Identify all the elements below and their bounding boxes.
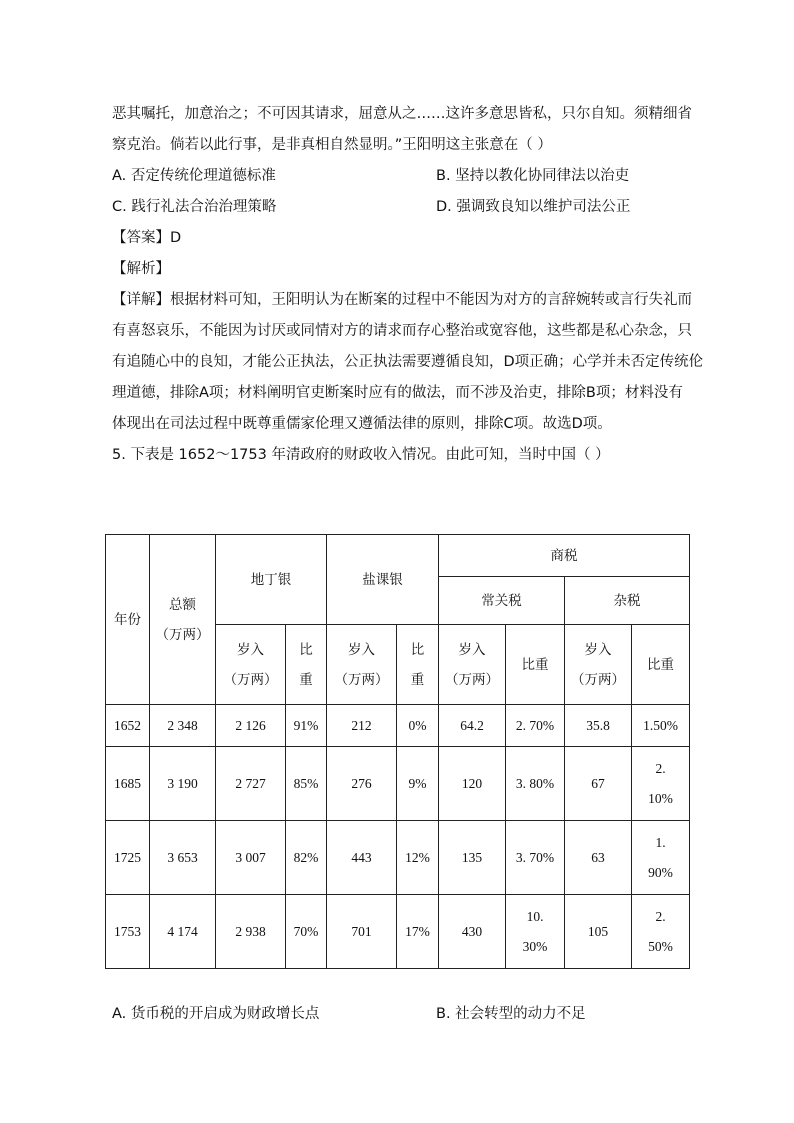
cell-misc-pct-1: 2. xyxy=(655,908,666,924)
cell-year: 1652 xyxy=(106,705,150,747)
cell-misc-pct xyxy=(632,705,690,747)
q4-option-b: B. 坚持以教化协同律法以治吏 xyxy=(436,168,630,184)
cell-changguan: 135 xyxy=(439,821,506,895)
header-salt-ratio xyxy=(397,625,439,705)
cell-land-pct: 85% xyxy=(286,747,327,821)
cell-land: 3 007 xyxy=(216,821,286,895)
q4-detail-line-1: 【详解】根据材料可知，王阳明认为在断案的过程中不能因为对方的言辞婉转或言行失礼而 xyxy=(112,292,692,308)
cell-misc-pct xyxy=(632,895,690,969)
header-land-income-unit: （万两） xyxy=(223,671,278,688)
header-changguan-tax: 常关税 xyxy=(439,577,565,625)
cell-salt: 701 xyxy=(327,895,397,969)
header-land-income xyxy=(216,625,286,705)
cell-changguan-pct-1: 3. 80% xyxy=(515,775,555,791)
header-changguan-income-unit: （万两） xyxy=(445,671,499,688)
header-changguan-income xyxy=(439,625,506,705)
cell-salt-pct: 12% xyxy=(397,821,439,895)
cell-misc: 105 xyxy=(565,895,632,969)
cell-land-pct: 82% xyxy=(286,821,327,895)
cell-changguan-pct-1: 10. xyxy=(526,908,544,924)
cell-changguan: 64.2 xyxy=(439,705,506,747)
q4-option-a: A. 否定传统伦理道德标准 xyxy=(112,168,276,184)
q5-stem: 5. 下表是 1652～1753 年清政府的财政收入情况。由此可知，当时中国（ ） xyxy=(112,447,610,463)
table-row xyxy=(106,821,690,895)
cell-changguan-pct xyxy=(506,747,565,821)
cell-year: 1685 xyxy=(106,747,150,821)
cell-land: 2 727 xyxy=(216,747,286,821)
header-misc-ratio: 比重 xyxy=(632,625,690,705)
cell-misc-pct-1: 1. xyxy=(655,834,666,850)
q4-detail-line-5: 体现出在司法过程中既尊重儒家伦理又遵循法律的原则，排除C项。故选D项。 xyxy=(112,416,612,432)
header-year: 年份 xyxy=(106,535,150,705)
header-salt-income-unit: （万两） xyxy=(334,671,389,688)
cell-salt-pct: 9% xyxy=(397,747,439,821)
cell-misc-pct-1: 2. xyxy=(655,760,666,776)
header-land-tax: 地丁银 xyxy=(216,535,327,625)
table-row xyxy=(106,705,690,747)
header-misc-income-label: 岁入 xyxy=(584,641,612,658)
cell-changguan-pct-1: 3. 70% xyxy=(515,849,555,865)
q5-option-b: B. 社会转型的动力不足 xyxy=(436,1006,586,1022)
q4-detail-line-4: 理道德，排除A项；材料阐明官吏断案时应有的做法，而不涉及治吏，排除B项；材料没有 xyxy=(112,385,683,401)
cell-land: 2 938 xyxy=(216,895,286,969)
cell-changguan-pct xyxy=(506,821,565,895)
header-changguan-ratio: 比重 xyxy=(506,625,565,705)
q4-stem-line-2: 察克治。倘若以此行事，是非真相自然显明。”王阳明这主张意在（ ） xyxy=(112,137,552,153)
cell-misc: 67 xyxy=(565,747,632,821)
header-changguan-income-label: 岁入 xyxy=(458,641,486,658)
cell-misc: 35.8 xyxy=(565,705,632,747)
table-row xyxy=(106,895,690,969)
cell-salt: 212 xyxy=(327,705,397,747)
cell-land-pct: 91% xyxy=(286,705,327,747)
cell-changguan-pct-2: 30% xyxy=(522,938,548,954)
q4-detail-line-2: 有喜怒哀乐，不能因为讨厌或同情对方的请求而存心整治或宽容他，这些都是私心杂念，只 xyxy=(112,323,692,339)
cell-changguan-pct xyxy=(506,705,565,747)
q4-option-d: D. 强调致良知以维护司法公正 xyxy=(436,199,631,215)
q4-stem-line-1: 恶其嘱托，加意治之；不可因其请求，屈意从之……这许多意思皆私，只尔自知。须精细省 xyxy=(112,106,692,122)
cell-salt-pct: 17% xyxy=(397,895,439,969)
q4-option-c: C. 践行礼法合治治理策略 xyxy=(112,199,277,215)
cell-total: 2 348 xyxy=(150,705,216,747)
header-land-ratio-1: 比 xyxy=(299,641,313,658)
header-land-ratio xyxy=(286,625,327,705)
cell-changguan: 120 xyxy=(439,747,506,821)
header-total-unit: （万两） xyxy=(155,626,210,643)
header-land-income-label: 岁入 xyxy=(237,641,264,658)
header-salt-tax: 盐课银 xyxy=(327,535,439,625)
q4-detail-line-3: 有追随心中的良知，才能公正执法，公正执法需要遵循良知，D项正确；心学并未否定传统伦 xyxy=(112,354,704,370)
header-land-ratio-2: 重 xyxy=(299,671,313,688)
cell-land-pct: 70% xyxy=(286,895,327,969)
cell-land: 2 126 xyxy=(216,705,286,747)
header-salt-ratio-2: 重 xyxy=(410,671,425,688)
header-total xyxy=(150,535,216,705)
header-misc-income-unit: （万两） xyxy=(571,671,625,688)
header-misc-tax: 杂税 xyxy=(565,577,690,625)
cell-misc-pct-2: 50% xyxy=(648,938,673,954)
cell-changguan-pct xyxy=(506,895,565,969)
cell-salt-pct: 0% xyxy=(397,705,439,747)
answer-value: D xyxy=(170,230,182,246)
cell-misc-pct-2: 90% xyxy=(648,864,673,880)
cell-misc: 63 xyxy=(565,821,632,895)
cell-total: 3 653 xyxy=(150,821,216,895)
cell-year: 1753 xyxy=(106,895,150,969)
header-salt-income xyxy=(327,625,397,705)
cell-changguan-pct-1: 2. 70% xyxy=(515,717,555,733)
cell-year: 1725 xyxy=(106,821,150,895)
answer-tag: 【答案】 xyxy=(112,230,170,246)
header-commerce-tax: 商税 xyxy=(439,535,690,577)
cell-misc-pct-1: 1.50% xyxy=(643,717,678,733)
cell-misc-pct-2: 10% xyxy=(648,790,673,806)
header-misc-income xyxy=(565,625,632,705)
header-total-label: 总额 xyxy=(169,596,196,613)
cell-salt: 443 xyxy=(327,821,397,895)
header-salt-income-label: 岁入 xyxy=(348,641,375,658)
q5-option-a: A. 货币税的开启成为财政增长点 xyxy=(112,1006,320,1022)
cell-total: 3 190 xyxy=(150,747,216,821)
q4-answer xyxy=(112,228,690,248)
cell-misc-pct xyxy=(632,821,690,895)
q4-analysis-tag: 【解析】 xyxy=(112,261,170,277)
cell-salt: 276 xyxy=(327,747,397,821)
finance-table xyxy=(105,534,690,969)
table-row xyxy=(106,747,690,821)
header-salt-ratio-1: 比 xyxy=(410,641,425,658)
cell-misc-pct xyxy=(632,747,690,821)
cell-total: 4 174 xyxy=(150,895,216,969)
cell-changguan: 430 xyxy=(439,895,506,969)
